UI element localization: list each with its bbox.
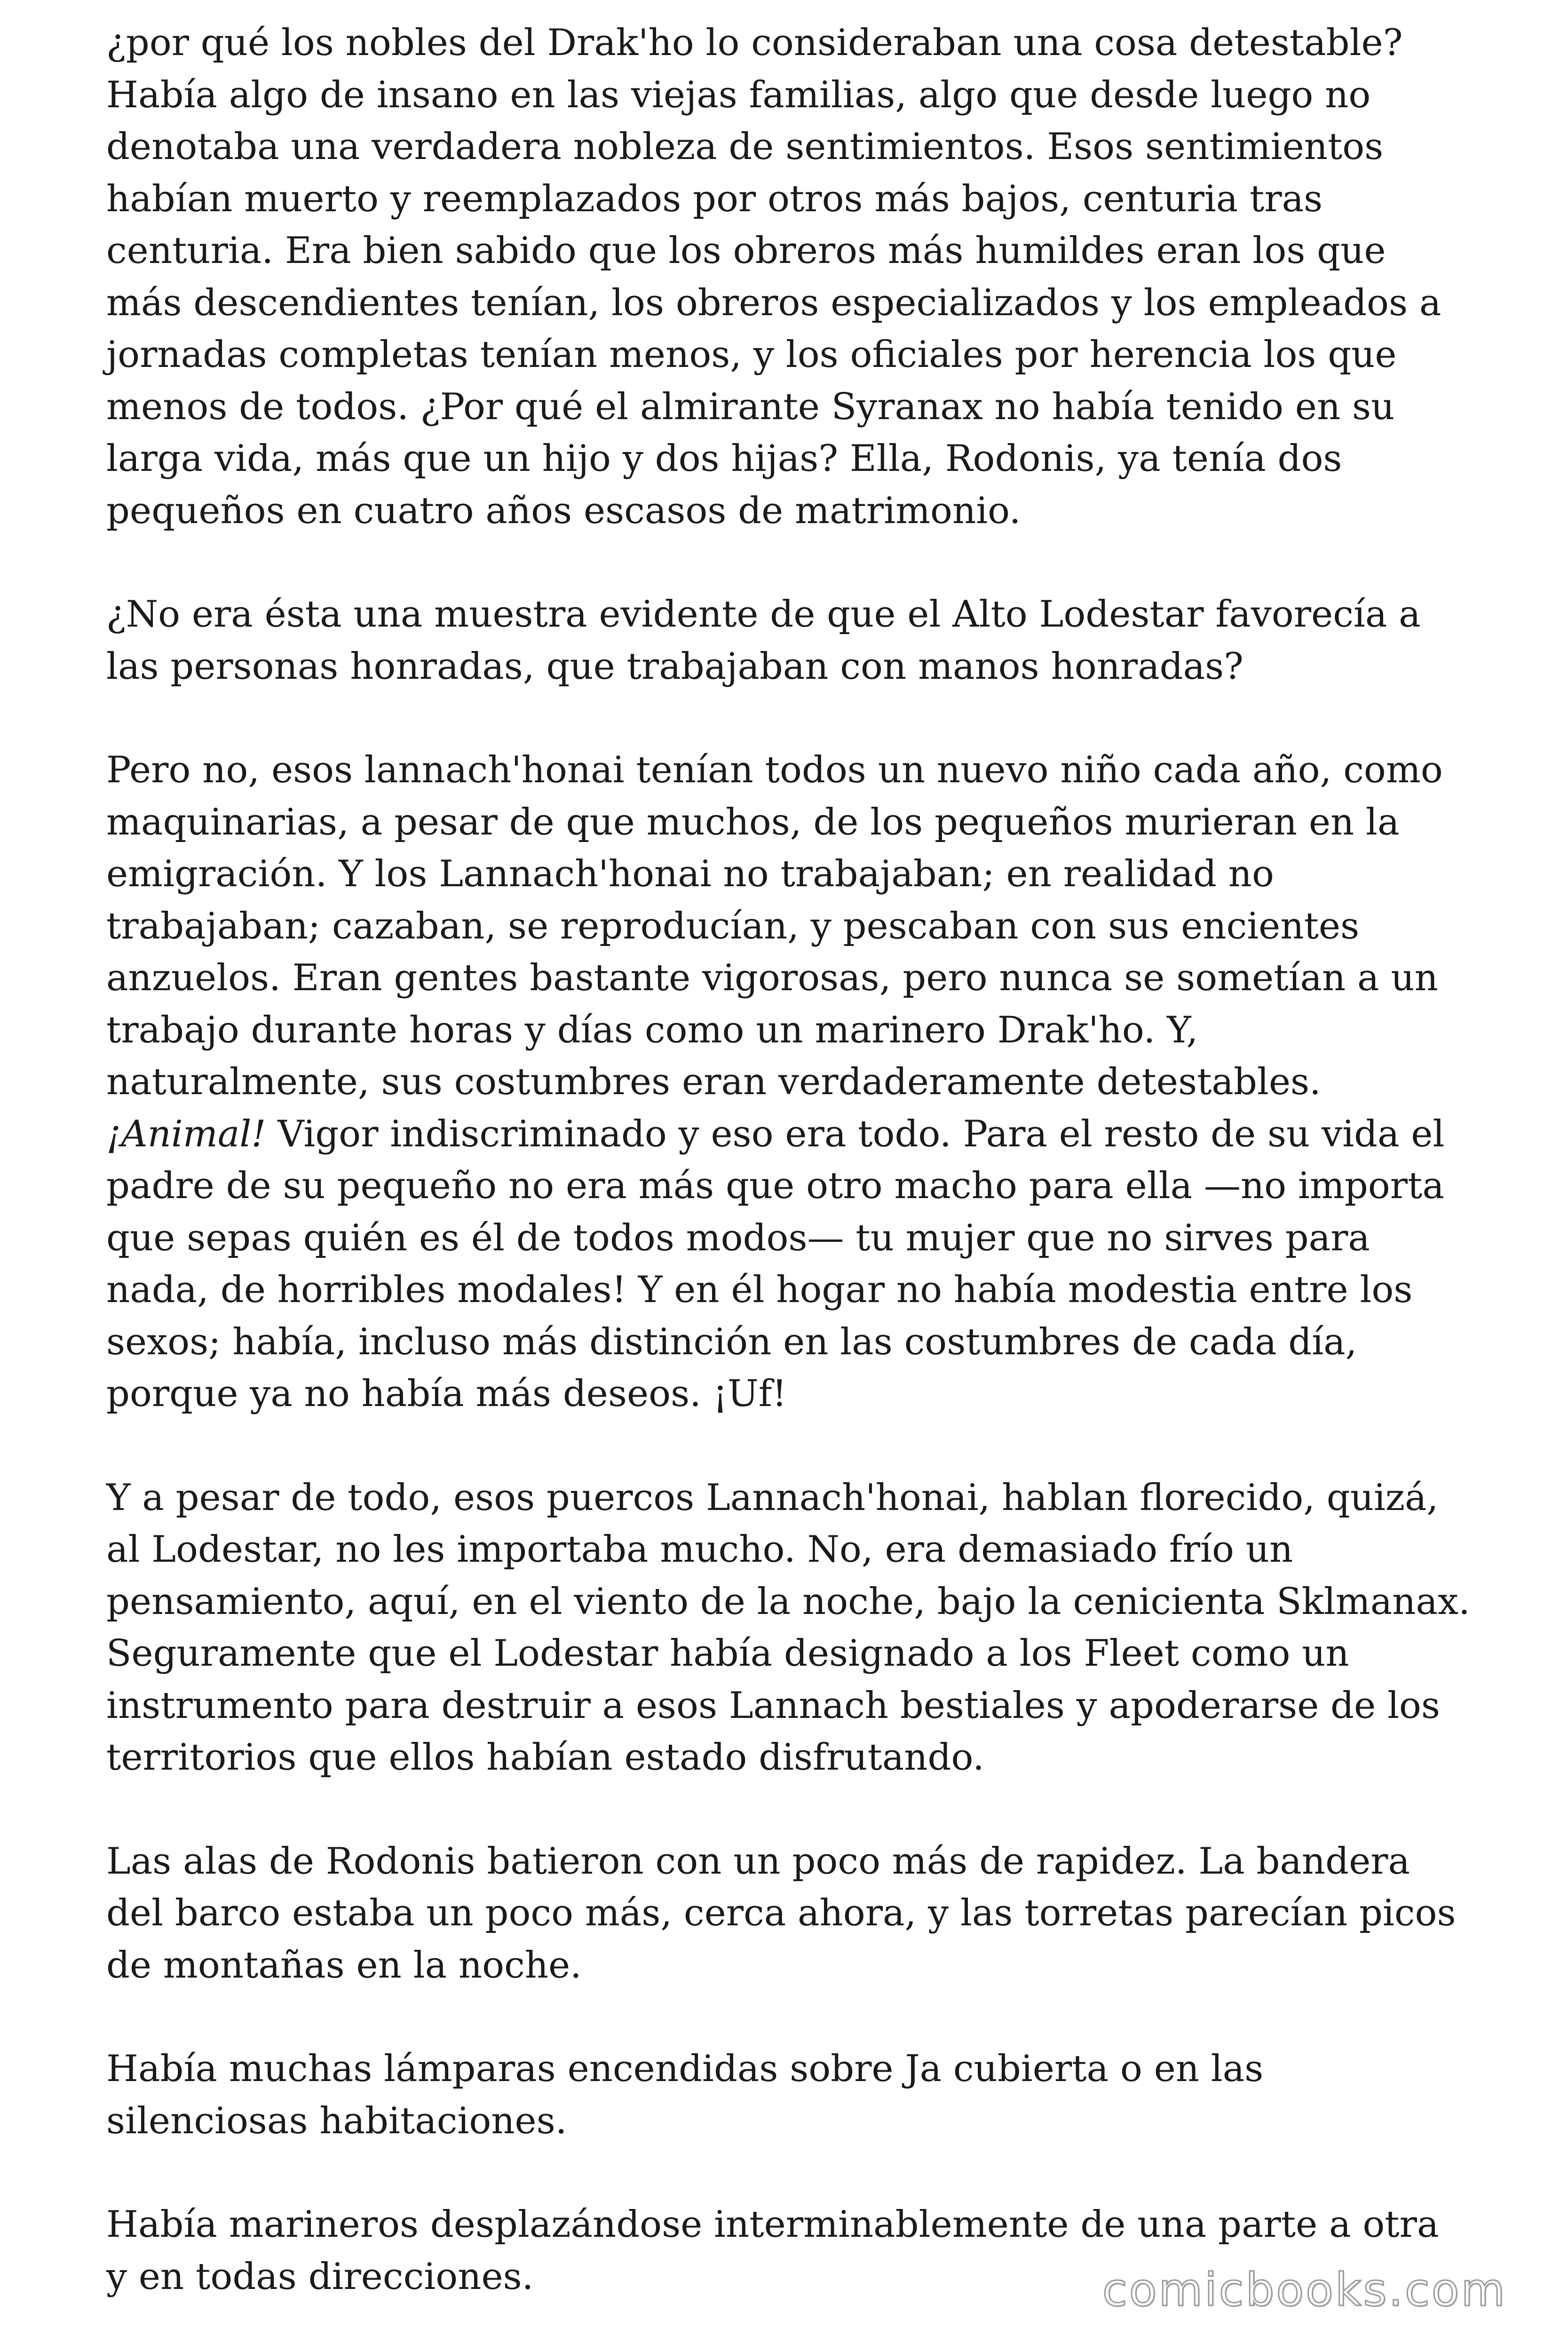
paragraph-5: Las alas de Rodonis batieron con un poco más de rapidez. La bandera del barco estaba un poco más, cerca ahora, y las torretas parecían picos de montañas en la noche. [106, 1840, 1456, 1986]
page-body [106, 17, 1470, 2303]
paragraph-gap [106, 1991, 1470, 2043]
paragraph-3-text-before: Pero no, esos lannach'honai tenían todos un nuevo niño cada año, como maquinarias, a pesar de que muchos, de los pequeños murieran en la emigración. Y los Lannach'honai no trabajaban; en realidad no trabajaban; cazaban, se reproducían, y pescaban con sus encientes anzuelos. Eran gentes bastante vigorosas, pero nunca se sometían a un trabajo durante horas y días como un marinero Drak'ho. Y, naturalmente, sus costumbres eran verdaderamente detestables. [106, 749, 1443, 1103]
paragraph-2: ¿No era ésta una muestra evidente de que el Alto Lodestar favorecía a las personas honradas, que trabajaban con manos honradas? [106, 593, 1421, 688]
paragraph-gap [106, 1784, 1470, 1836]
paragraph-7: Había marineros desplazándose interminablemente de una parte a otra y en todas direcciones. [106, 2203, 1439, 2298]
paragraph-4: Y a pesar de todo, esos puercos Lannach'honai, hablan florecido, quizá, al Lodestar, no les importaba mucho. No, era demasiado frío un pensamiento, aquí, en el viento de la noche, bajo la cenicienta Sklmanax. Seguramente que el Lodestar había designado a los Fleet como un instrumento para destruir a esos Lannach bestiales y apoderarse de los territorios que ellos habían estado disfrutando. [106, 1476, 1470, 1779]
paragraph-3-italic-exclamation: ¡Animal! [106, 1112, 266, 1155]
paragraph-gap [106, 2147, 1470, 2199]
paragraph-1: ¿por qué los nobles del Drak'ho lo consideraban una cosa detestable? Había algo de insano en las viejas familias, algo que desde luego no denotaba una verdadera nobleza de sentimientos. Esos sentimientos habían muerto y reemplazados por otros más bajos, centuria tras centuria. Era bien sabido que los obreros más humildes eran los que más descendientes tenían, los obreros especializados y los empleados a jornadas completas tenían menos, y los oficiales por herencia los que menos de todos. ¿Por qué el almirante Syranax no había tenido en su larga vida, más que un hijo y dos hijas? Ella, Rodonis, ya tenía dos pequeños en cuatro años escasos de matrimonio. [106, 22, 1441, 532]
paragraph-gap [106, 1420, 1470, 1472]
watermark: comicbooks.com [1102, 2264, 1507, 2316]
paragraph-gap [106, 537, 1470, 588]
paragraph-6: Había muchas lámparas encendidas sobre Ja cubierta o en las silenciosas habitaciones. [106, 2048, 1264, 2142]
paragraph-3-text-after: Vigor indiscriminado y eso era todo. Para el resto de su vida el padre de su pequeño no era más que otro macho para ella —no importa que sepas quién es él de todos modos— tu mujer que no sirves para nada, de horribles modales! Y en él hogar no había modestia entre los sexos; había, incluso más distinción en las costumbres de cada día, porque ya no había más deseos. ¡Uf! [106, 1112, 1445, 1415]
paragraph-3 [106, 744, 1470, 1420]
paragraph-gap [106, 692, 1470, 744]
